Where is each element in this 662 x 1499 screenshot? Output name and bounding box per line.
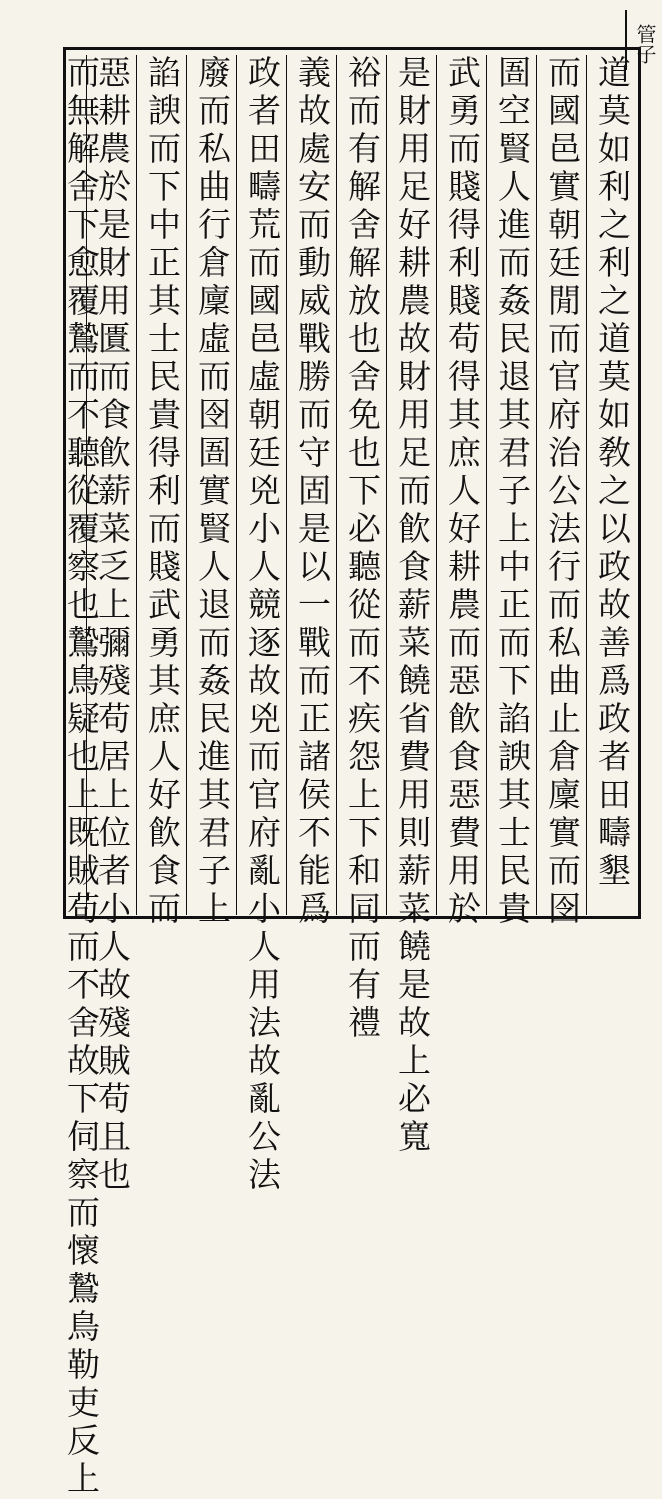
column-2-text: 而國邑實朝廷閒而官府治公法行而私曲止倉廩實而囹 — [543, 55, 582, 929]
column-10-text: 諂諛而下中正其士民貴得利而賤武勇其庶人好飮食而 — [143, 55, 182, 929]
text-column-6 — [336, 55, 386, 1043]
text-column-4 — [436, 55, 486, 929]
text-column-8 — [236, 55, 286, 1195]
column-6-text: 裕而有解舍解放也舍免也下必聽從而不疾怨上下和同而有禮 — [343, 55, 382, 1043]
text-column-7 — [286, 55, 336, 929]
column-5-text: 是財用足好耕農故財用足而飮食薪菜饒省費用則薪菜饒是故上必寬 — [393, 55, 432, 1157]
text-column-10 — [136, 55, 186, 929]
text-column-2 — [536, 55, 586, 929]
column-3-text: 圄空賢人進而姦民退其君子上中正而下諂諛其士民貴 — [493, 55, 532, 929]
text-column-12 — [62, 55, 106, 1499]
text-column-1 — [586, 55, 636, 915]
page-tab-label: 管子 — [625, 10, 655, 70]
column-1-text: 道莫如利之利之道莫如敎之以政故善爲政者田疇墾 — [593, 55, 632, 891]
text-column-5 — [386, 55, 436, 1157]
column-11-text: 惡耕農於是財用匱而食飮薪菜乏上彌殘苟居上位者小人故殘賊苟且也 — [93, 55, 132, 1195]
text-column-9 — [186, 55, 236, 929]
column-4-text: 武勇而賤得利賤苟得其庶人好耕農而惡飮食惡費用於 — [443, 55, 482, 929]
column-9-text: 廢而私曲行倉廩虛而囹圄實賢人退而姦民進其君子上 — [193, 55, 232, 929]
column-12-text: 而無解舍下愈覆鷙而不聽從覆察也鷙鳥疑也上既賊苟而不舍故下伺察而懷鷙鳥勒吏反上 — [62, 55, 101, 1499]
column-8-text: 政者田疇荒而國邑虛朝廷兇小人競逐故兇而官府亂小人用法故亂公法 — [243, 55, 282, 1195]
text-column-3 — [486, 55, 536, 929]
column-7-text: 義故處安而動威戰勝而守固是以一戰而正諸侯不能爲 — [293, 55, 332, 929]
